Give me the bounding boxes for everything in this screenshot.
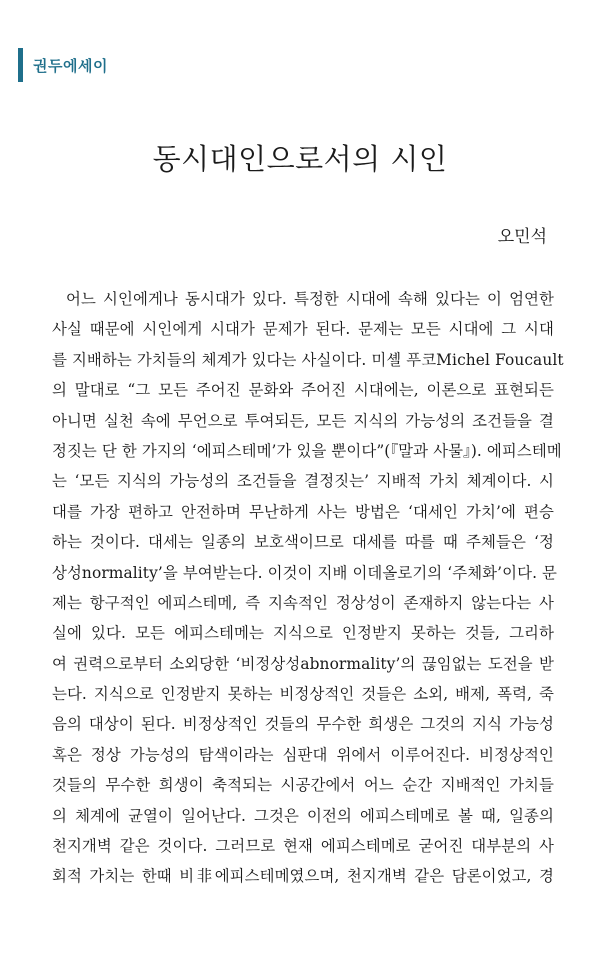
body-line: 음의 대상이 된다. 비정상적인 것들의 무수한 희생은 그것의 지식 가능성 (52, 715, 554, 734)
article-title: 동시대인으로서의 시인 (152, 142, 448, 177)
article-author: 오민석 (497, 227, 547, 247)
body-line: 천지개벽 같은 것이다. 그러므로 현재 에피스테메로 굳어진 대부분의 사 (52, 837, 554, 856)
body-line: 하는 것이다. 대세는 일종의 보호색이므로 대세를 따를 때 주체들은 ‘정 (52, 533, 554, 552)
section-accent-bar (18, 48, 23, 82)
body-line: 는다. 지식으로 인정받지 못하는 비정상적인 것들은 소외, 배제, 폭력, 죽 (52, 685, 554, 704)
body-line: 것들의 무수한 희생이 축적되는 시공간에서 어느 순간 지배적인 가치들 (52, 776, 554, 795)
body-line: 실에 있다. 모든 에피스테메는 지식으로 인정받지 못하는 것들, 그리하 (52, 624, 554, 643)
body-line: 를 지배하는 가치들의 체계가 있다는 사실이다. 미셸 푸코Michel Foucault (52, 350, 564, 369)
body-line: 제는 항구적인 에피스테메, 즉 지속적인 정상성이 존재하지 않는다는 사 (52, 593, 554, 612)
section-label: 권두에세이 (33, 56, 108, 75)
body-line: 아니면 실천 속에 무언으로 투여되든, 모든 지식의 가능성의 조건들을 결 (52, 411, 554, 430)
body-line: 혹은 정상 가능성의 탐색이라는 심판대 위에서 이루어진다. 비정상적인 (52, 745, 554, 764)
body-line: 여 권력으로부터 소외당한 ‘비정상성abnormality’의 끊임없는 도전을 받 (52, 654, 554, 673)
body-line: 상성normality’을 부여받는다. 이것이 지배 이데올로기의 ‘주체화’이다. 문 (52, 563, 558, 582)
body-line: 의 체계에 균열이 일어난다. 그것은 이전의 에피스테메로 볼 때, 일종의 (52, 806, 554, 825)
body-line: 의 말대로 “그 모든 주어진 문화와 주어진 시대에는, 이론으로 표현되든 (52, 381, 554, 400)
body-line: 사실 때문에 시인에게 시대가 문제가 된다. 문제는 모든 시대에 그 시대 (52, 320, 554, 339)
body-line: 어느 시인에게나 동시대가 있다. 특정한 시대에 속해 있다는 이 엄연한 (66, 290, 554, 308)
body-line: 는 ‘모든 지식의 가능성의 조건들을 결정짓는’ 지배적 가치 체계이다. 시 (52, 472, 554, 491)
body-line: 회적 가치는 한때 비非에피스테메였으며, 천지개벽 같은 담론이었고, 경 (52, 867, 554, 886)
body-line: 정짓는 단 한 가지의 ‘에피스테메’가 있을 뿐이다”(『말과 사물』). 에피스테메 (52, 441, 562, 460)
article-body (52, 284, 564, 892)
section-header (18, 48, 108, 82)
body-line: 대를 가장 편하고 안전하며 무난하게 사는 방법은 ‘대세인 가치’에 편승 (52, 502, 554, 521)
